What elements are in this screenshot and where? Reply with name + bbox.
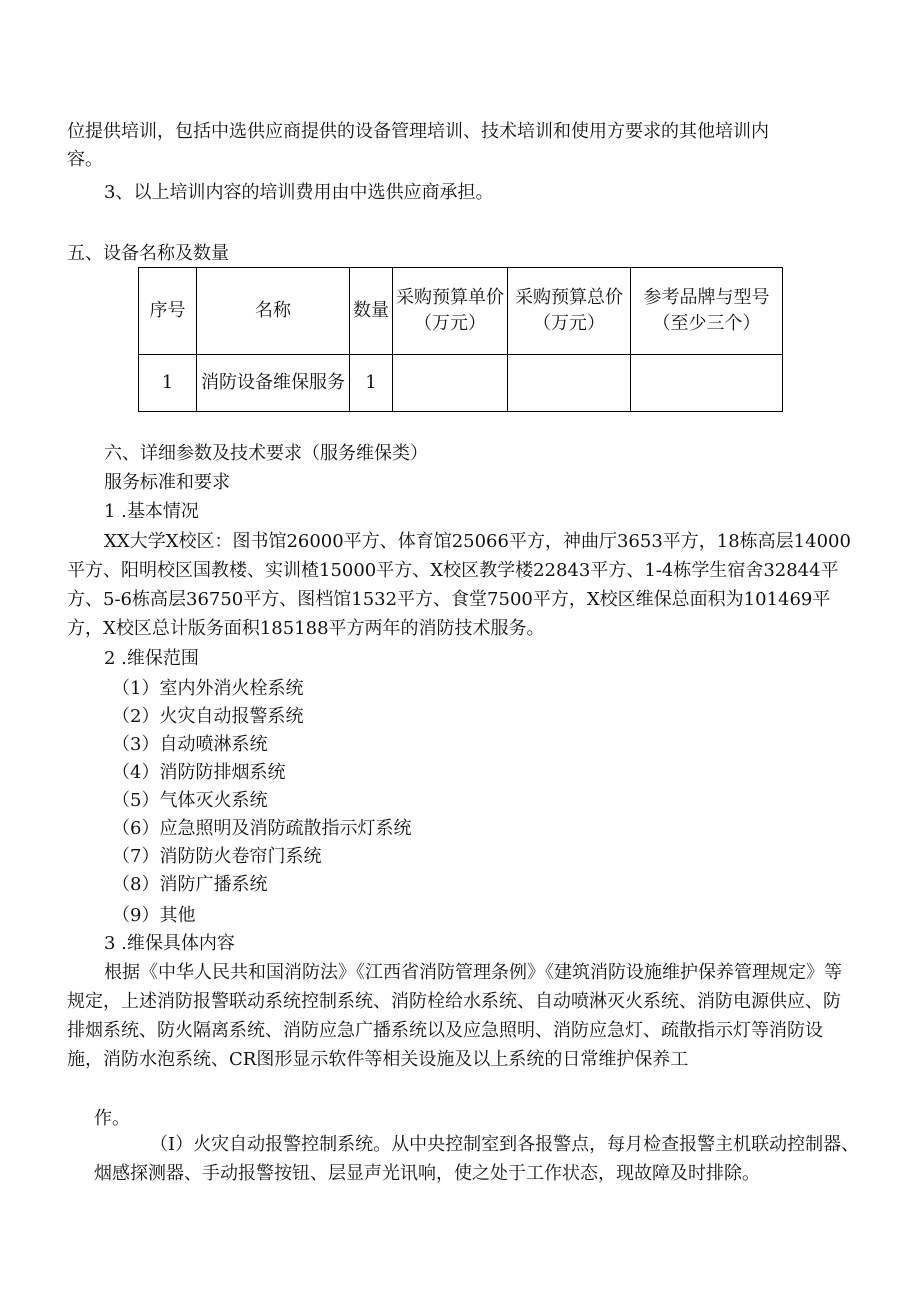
work-word: 作。 (94, 1108, 130, 1129)
scope-item-6: （6）应急照明及消防疏散指示灯系统 (112, 818, 412, 839)
scope-item-2: （2）火灾自动报警系统 (112, 706, 304, 727)
equipment-table (138, 267, 783, 412)
cell-index: 1 (139, 355, 197, 412)
cell-quantity: 1 (350, 355, 393, 412)
intro-line-2: 容。 (67, 149, 103, 170)
header-cell-total-price: 采购预算总价（万元） (508, 268, 631, 355)
content-paragraph: 根据《中华人民共和国消防法》《江西省消防管理条例》《建筑消防设施维护保养管理规定》等规定，上述消防报警联动系统控制系统、消防栓给水系统、自动喷淋灭火系统、消防电源供应、防排烟系统、防火隔离系统、消防应急广播系统以及应急照明、消防应急灯、疏散指示灯等消防设施，消防水泡系统、CR图形显示软件等相关设施及以上系统的日常维护保养工 (67, 962, 842, 1070)
scope-heading: 2 .维保范围 (104, 648, 199, 669)
intro-line-1: 位提供培训，包括中选供应商提供的设备管理培训、技术培训和使用方要求的其他培训内 (67, 121, 769, 142)
table-row (139, 355, 783, 412)
training-cost-item: 3、以上培训内容的培训费用由中选供应商承担。 (104, 182, 494, 203)
cell-unit-price (393, 355, 508, 412)
scope-item-9: （9）其他 (112, 905, 196, 926)
content-heading: 3 .维保具体内容 (104, 933, 235, 954)
scope-item-5: （5）气体灭火系统 (112, 790, 268, 811)
header-cell-quantity: 数量 (350, 268, 393, 355)
section-5-heading: 五、设备名称及数量 (67, 243, 229, 264)
header-cell-brand-model: 参考品牌与型号（至少三个） (631, 268, 783, 355)
scope-item-1: （1）室内外消火栓系统 (112, 678, 304, 699)
table-header-row (139, 268, 783, 355)
cell-total-price (508, 355, 631, 412)
service-standard-heading: 服务标准和要求 (104, 472, 230, 493)
header-cell-name: 名称 (197, 268, 350, 355)
scope-item-8: （8）消防广播系统 (112, 874, 268, 895)
basic-info-paragraph: XX大学X校区：图书馆26000平方、体育馆25066平方，神曲厅3653平方，18栋高层14000平方、阳明校区国教楼、实训楂15000平方、X校区教学楼22843平方、1-4栋学生宿舍32844平方、5-6栋高层36750平方、图档馆1532平方、食堂7500平方，X校区维保总面积为101469平方，X校区总计版务面积185188平方两年的消防技术服务。 (67, 531, 851, 639)
scope-item-3: （3）自动喷淋系统 (112, 734, 268, 755)
scope-item-7: （7）消防防火卷帘门系统 (112, 846, 322, 867)
basic-info-heading: 1 .基本情况 (104, 501, 199, 522)
scope-item-4: （4）消防防排烟系统 (112, 762, 286, 783)
alarm-system-paragraph: （I）火灾自动报警控制系统。从中央控制室到各报警点，每月检查报警主机联动控制器、烟感探测器、手动报警按钮、层显声光讯响，使之处于工作状态，现故障及时排除。 (94, 1134, 860, 1184)
cell-brand-model (631, 355, 783, 412)
header-cell-index: 序号 (139, 268, 197, 355)
section-6-heading: 六、详细参数及技术要求（服务维保类） (104, 443, 428, 464)
cell-name: 消防设备维保服务 (197, 355, 350, 412)
header-cell-unit-price: 采购预算单价（万元） (393, 268, 508, 355)
